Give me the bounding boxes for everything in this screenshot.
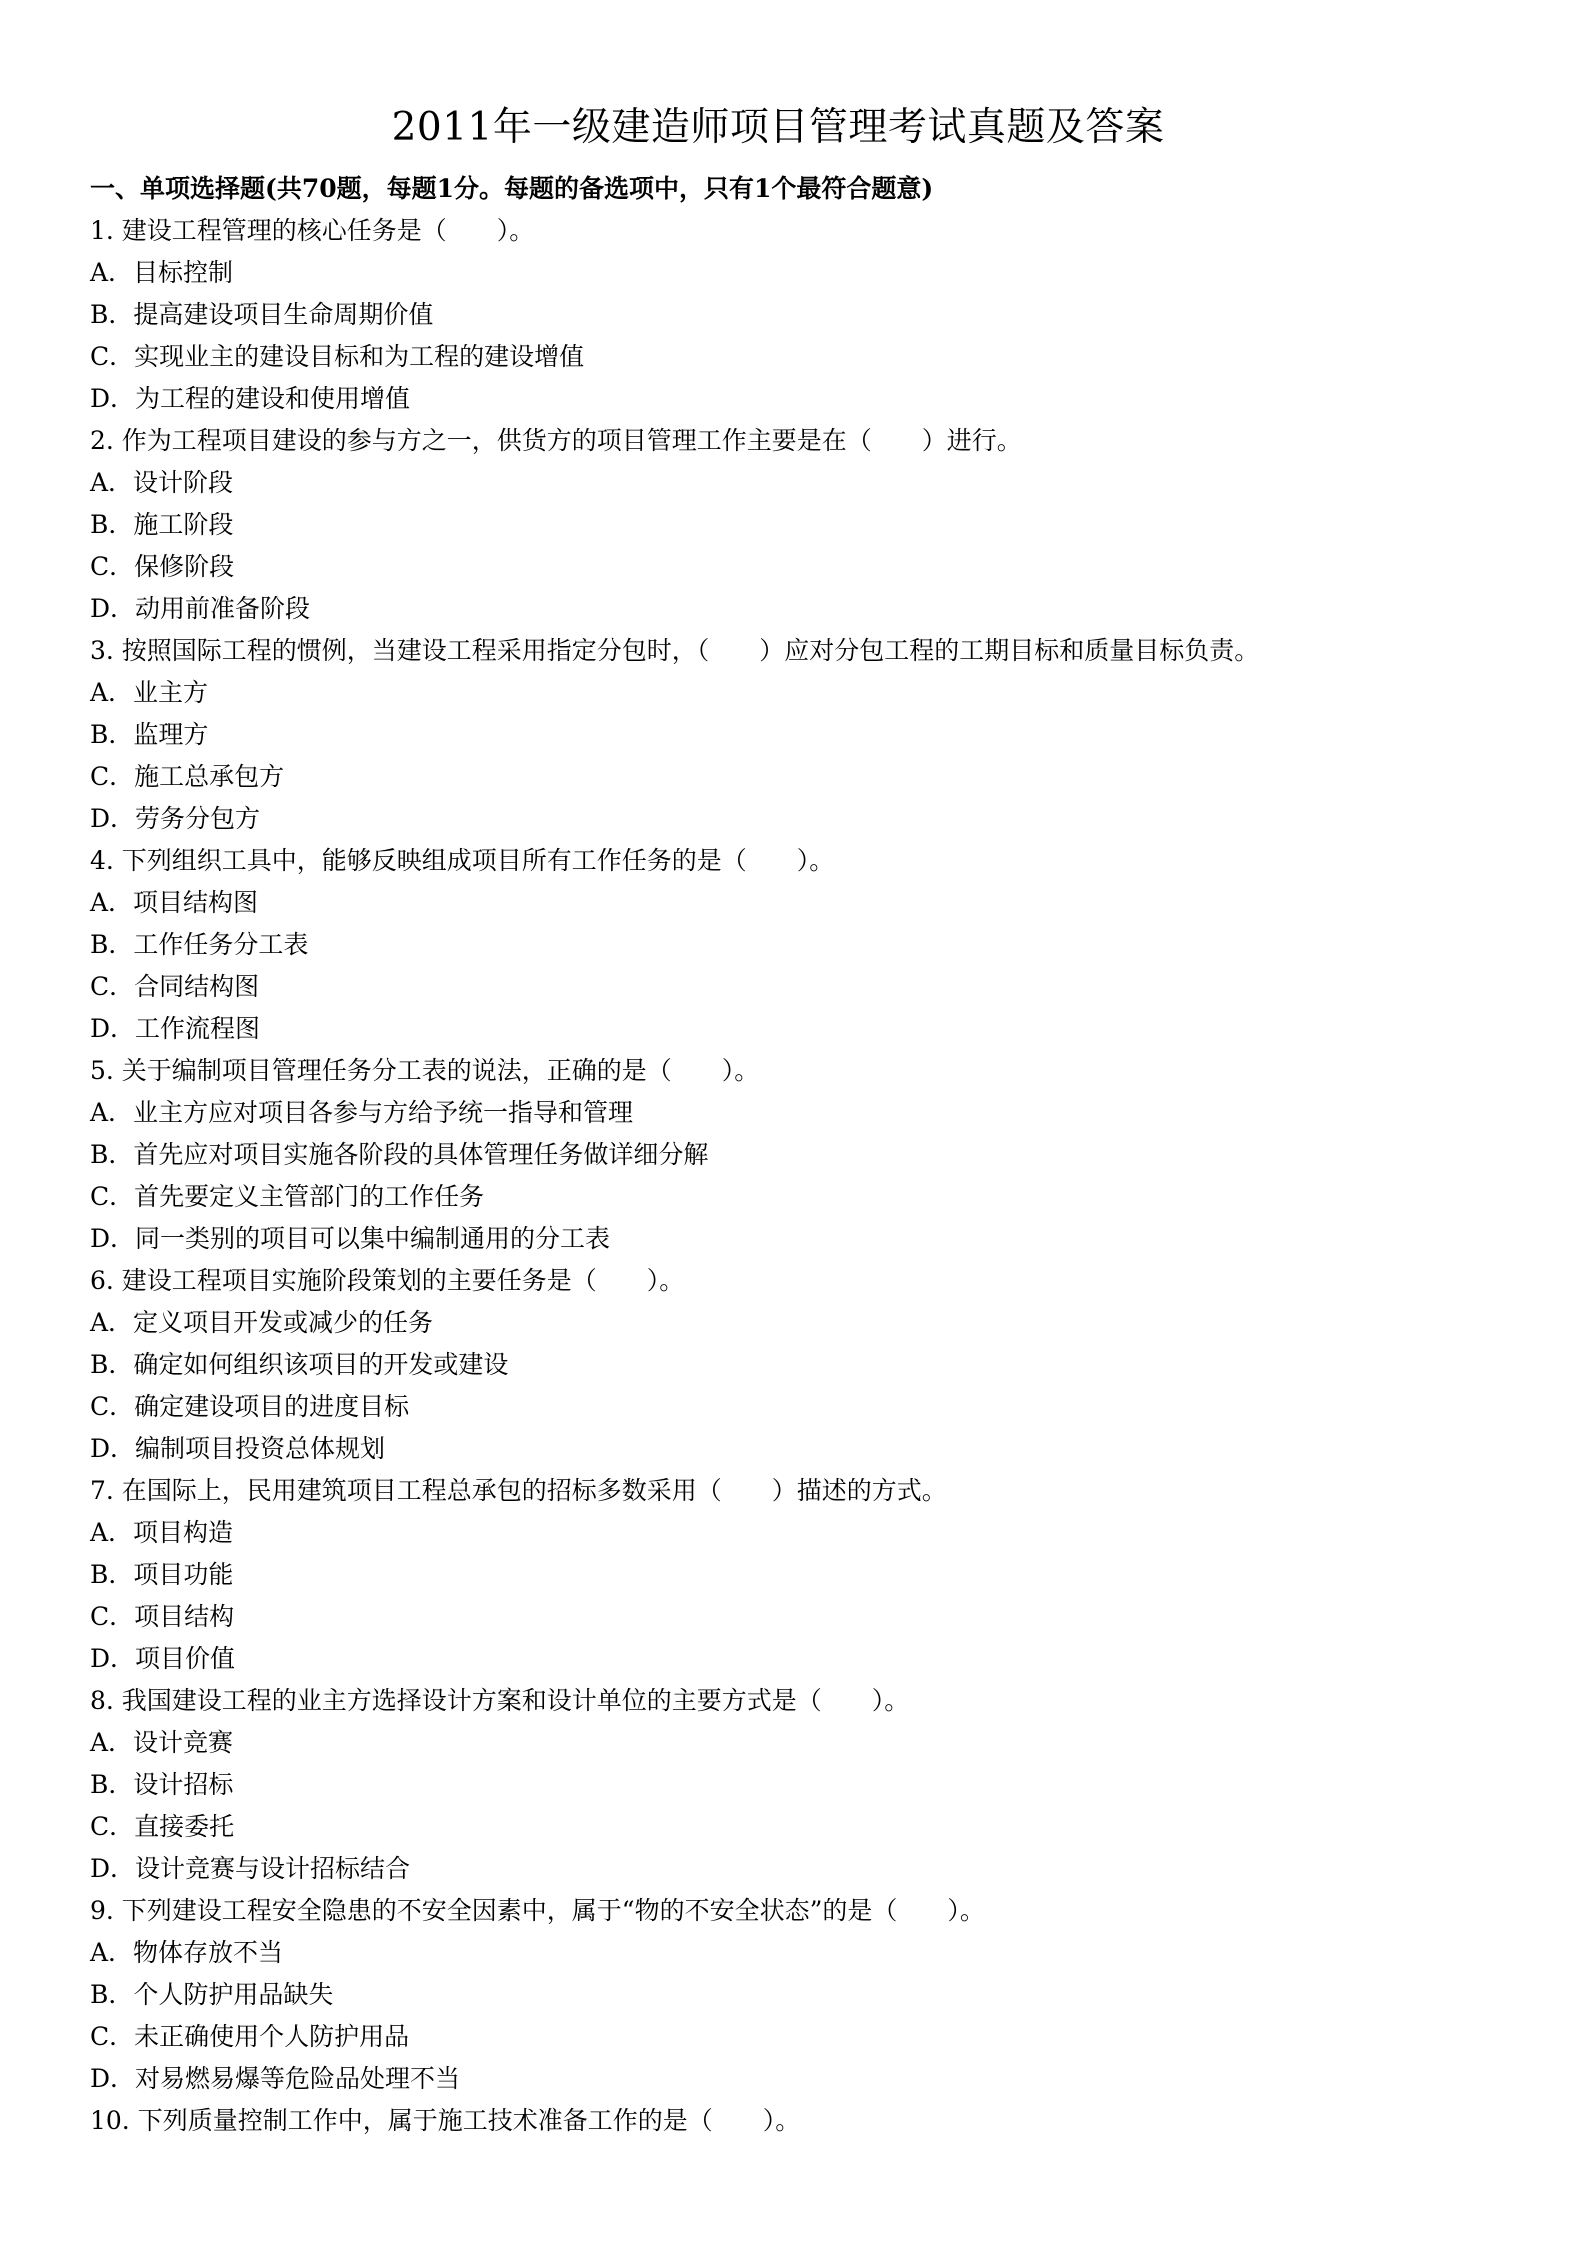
question-2-option-d: D．动用前准备阶段	[90, 594, 311, 623]
question-7-option-a: A．项目构造	[90, 1518, 234, 1547]
question-10: 10. 下列质量控制工作中，属于施工技术准备工作的是（ ）。	[90, 2106, 801, 2135]
question-3-option-a: A．业主方	[90, 678, 209, 707]
question-7-option-d: D．项目价值	[90, 1644, 236, 1673]
question-2-option-b: B．施工阶段	[90, 510, 234, 539]
question-2-option-a: A．设计阶段	[90, 468, 234, 497]
question-4: 4. 下列组织工具中，能够反映组成项目所有工作任务的是（ ）。	[90, 846, 835, 875]
question-6: 6. 建设工程项目实施阶段策划的主要任务是（ ）。	[90, 1266, 685, 1295]
question-4-option-c: C．合同结构图	[90, 972, 260, 1001]
question-8-option-c: C．直接委托	[90, 1812, 235, 1841]
question-7-option-c: C．项目结构	[90, 1602, 235, 1631]
question-1-option-d: D．为工程的建设和使用增值	[90, 384, 411, 413]
question-6-option-b: B．确定如何组织该项目的开发或建设	[90, 1350, 509, 1379]
question-1-option-c: C．实现业主的建设目标和为工程的建设增值	[90, 342, 585, 371]
question-7: 7. 在国际上，民用建筑项目工程总承包的招标多数采用（ ）描述的方式。	[90, 1476, 947, 1505]
question-4-option-b: B．工作任务分工表	[90, 930, 309, 959]
question-9-option-a: A．物体存放不当	[90, 1938, 284, 1967]
question-2: 2. 作为工程项目建设的参与方之一，供货方的项目管理工作主要是在（ ）进行。	[90, 426, 1022, 455]
question-8: 8. 我国建设工程的业主方选择设计方案和设计单位的主要方式是（ ）。	[90, 1686, 910, 1715]
question-3-option-d: D．劳务分包方	[90, 804, 261, 833]
question-list	[90, 210, 1466, 2142]
question-4-option-d: D．工作流程图	[90, 1014, 261, 1043]
question-3-option-b: B．监理方	[90, 720, 209, 749]
question-3-option-c: C．施工总承包方	[90, 762, 285, 791]
question-6-option-a: A．定义项目开发或减少的任务	[90, 1308, 434, 1337]
document-title: 2011年一级建造师项目管理考试真题及答案	[391, 105, 1165, 150]
question-1-option-a: A．目标控制	[90, 258, 234, 287]
question-9: 9. 下列建设工程安全隐患的不安全因素中，属于“物的不安全状态”的是（ ）。	[90, 1896, 985, 1925]
question-3: 3. 按照国际工程的惯例，当建设工程采用指定分包时，（ ）应对分包工程的工期目标和质量目标负责。	[90, 636, 1260, 665]
question-8-option-d: D．设计竞赛与设计招标结合	[90, 1854, 411, 1883]
question-5-option-b: B．首先应对项目实施各阶段的具体管理任务做详细分解	[90, 1140, 709, 1169]
question-1-option-b: B．提高建设项目生命周期价值	[90, 300, 434, 329]
question-5-option-a: A．业主方应对项目各参与方给予统一指导和管理	[90, 1098, 634, 1127]
question-9-option-c: C．未正确使用个人防护用品	[90, 2022, 410, 2051]
question-4-option-a: A．项目结构图	[90, 888, 259, 917]
question-7-option-b: B．项目功能	[90, 1560, 234, 1589]
question-2-option-c: C．保修阶段	[90, 552, 235, 581]
question-9-option-d: D．对易燃易爆等危险品处理不当	[90, 2064, 461, 2093]
question-5: 5. 关于编制项目管理任务分工表的说法，正确的是（ ）。	[90, 1056, 760, 1085]
question-1: 1. 建设工程管理的核心任务是（ ）。	[90, 216, 535, 245]
section-heading: 一、单项选择题(共70题，每题1分。每题的备选项中，只有1个最符合题意)	[90, 174, 934, 203]
question-5-option-d: D．同一类别的项目可以集中编制通用的分工表	[90, 1224, 611, 1253]
question-8-option-a: A．设计竞赛	[90, 1728, 234, 1757]
question-6-option-c: C．确定建设项目的进度目标	[90, 1392, 410, 1421]
question-9-option-b: B．个人防护用品缺失	[90, 1980, 334, 2009]
question-5-option-c: C．首先要定义主管部门的工作任务	[90, 1182, 485, 1211]
question-8-option-b: B．设计招标	[90, 1770, 234, 1799]
question-6-option-d: D．编制项目投资总体规划	[90, 1434, 386, 1463]
